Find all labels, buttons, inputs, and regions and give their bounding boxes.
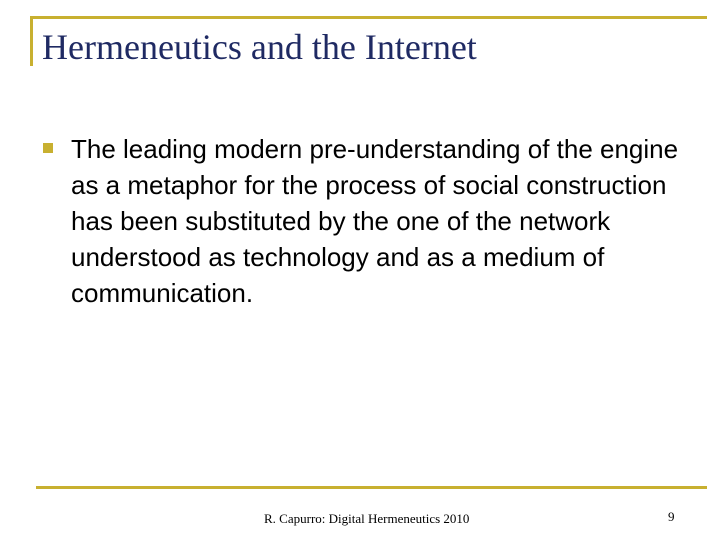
footer-text: R. Capurro: Digital Hermeneutics 2010 bbox=[264, 511, 470, 526]
bullet-list bbox=[43, 131, 683, 311]
bullet-text: The leading modern pre-understanding of the engine as a metaphor for the process of social construction has been substituted by the one of the network understood as technology and as a medium of communication. bbox=[71, 134, 679, 308]
title-frame-top-rule bbox=[30, 16, 707, 19]
page-number: 9 bbox=[668, 509, 675, 524]
slide-title: Hermeneutics and the Internet bbox=[42, 27, 477, 67]
footer-rule bbox=[36, 486, 707, 489]
bullet-item bbox=[43, 131, 683, 311]
title-frame-vertical-rule bbox=[30, 16, 33, 66]
square-bullet-icon bbox=[43, 143, 53, 153]
